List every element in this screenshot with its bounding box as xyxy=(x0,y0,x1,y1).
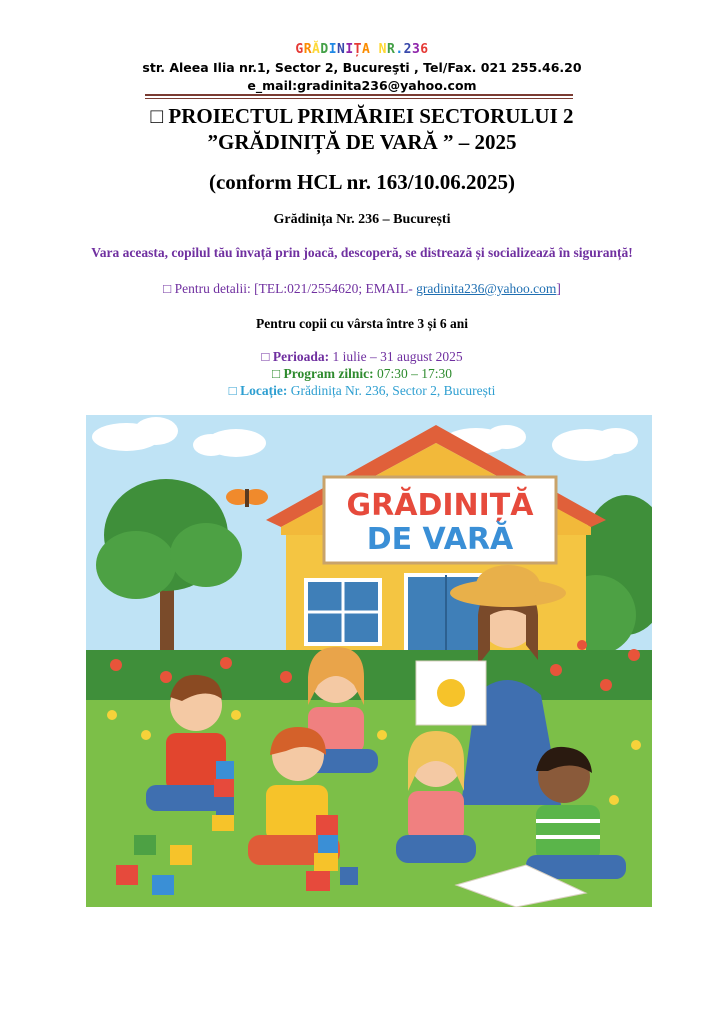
placeholder-icon: □ xyxy=(150,104,164,128)
intro-text: Vara aceasta, copilul tău învață prin joacă, descoperă, se distrează și socializează în siguranță! xyxy=(91,245,633,260)
clock-icon: □ xyxy=(271,366,281,381)
contact-prefix: Pentru detalii: [TEL:021/2554620; EMAIL- xyxy=(174,281,417,296)
location-pin-icon: □ xyxy=(228,383,237,398)
school-name-letter: A xyxy=(362,42,371,57)
school-name-letter: R xyxy=(386,42,396,57)
location-line xyxy=(0,383,724,399)
school-name-letter: . xyxy=(395,42,404,57)
school-name-letter: R xyxy=(303,42,313,57)
school-address: str. Aleea Ilia nr.1, Sector 2, Bucureşti , Tel/Fax. 021 255.46.20 xyxy=(142,60,582,75)
header-divider xyxy=(145,94,573,96)
school-name-letter: Ă xyxy=(312,42,321,57)
school-name-letter: N xyxy=(337,42,346,57)
school-email: e_mail:gradinita236@yahoo.com xyxy=(247,78,477,93)
school-name-letter: 3 xyxy=(411,42,421,57)
school-name-letter: 2 xyxy=(403,42,412,57)
project-title-text: PROIECTUL PRIMĂRIEI SECTORULUI 2 xyxy=(168,104,574,128)
contact-details xyxy=(0,281,724,297)
school-name xyxy=(0,42,724,57)
sign-line-1: GRĂDINIȚĂ xyxy=(346,488,534,523)
program-name: ”GRĂDINIȚĂ DE VARĂ ” – 2025 xyxy=(207,130,517,154)
program-value: 07:30 – 17:30 xyxy=(373,366,453,381)
school-name-letter: I xyxy=(328,42,338,57)
program-label: Program zilnic: xyxy=(283,366,374,381)
age-range: Pentru copii cu vârsta între 3 și 6 ani xyxy=(256,316,468,331)
location-value: Grădinița Nr. 236, Sector 2, București xyxy=(287,383,496,398)
program-line xyxy=(0,366,724,382)
school-name-letter: I xyxy=(345,42,354,57)
placeholder-icon: □ xyxy=(163,281,172,296)
sign-line-2: DE VARĂ xyxy=(366,522,514,557)
period-label: Perioada: xyxy=(272,349,330,364)
school-name-letter: G xyxy=(295,42,304,57)
school-name-letter: N xyxy=(378,42,387,57)
kindergarten-subtitle: Grădinița Nr. 236 – București xyxy=(273,212,451,227)
school-name-letter xyxy=(370,42,378,57)
school-name-letter: D xyxy=(320,42,329,57)
legal-reference: (conform HCL nr. 163/10.06.2025) xyxy=(208,170,516,194)
school-name-letter: Ț xyxy=(353,42,362,57)
header-divider-thin xyxy=(145,98,573,99)
period-line xyxy=(0,349,724,365)
email-link[interactable]: gradinita236@yahoo.com xyxy=(416,281,557,296)
kindergarten-illustration xyxy=(86,415,652,907)
contact-suffix: ] xyxy=(556,281,561,296)
calendar-icon: □ xyxy=(261,349,270,364)
location-label: Locație: xyxy=(240,383,288,398)
period-value: 1 iulie – 31 august 2025 xyxy=(329,349,463,364)
school-name-letter: 6 xyxy=(420,42,429,57)
project-title xyxy=(0,104,724,129)
